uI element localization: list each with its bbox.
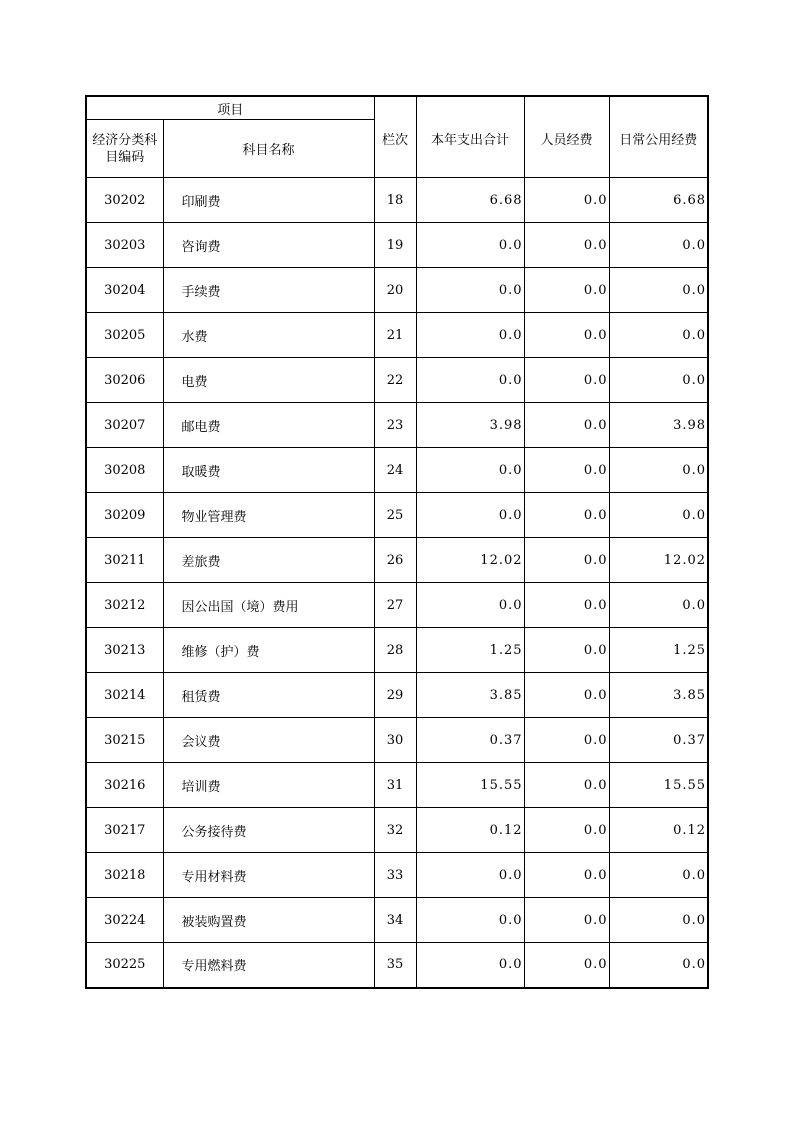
row-code: 30203: [86, 223, 163, 268]
row-total: 3.85: [416, 673, 524, 718]
row-code: 30211: [86, 538, 163, 583]
row-code: 30207: [86, 403, 163, 448]
table-row: [86, 268, 708, 313]
row-code: 30218: [86, 853, 163, 898]
row-subject-name: 因公出国（境）费用: [163, 583, 374, 628]
row-column-no: 25: [374, 493, 416, 538]
row-subject-name: 培训费: [163, 763, 374, 808]
row-column-no: 21: [374, 313, 416, 358]
row-subject-name: 水费: [163, 313, 374, 358]
row-personnel: 0.0: [524, 403, 609, 448]
row-personnel: 0.0: [524, 628, 609, 673]
row-total: 3.98: [416, 403, 524, 448]
row-code: 30212: [86, 583, 163, 628]
row-code: 30214: [86, 673, 163, 718]
row-column-no: 32: [374, 808, 416, 853]
row-subject-name: 专用燃料费: [163, 943, 374, 988]
row-public: 0.37: [609, 718, 708, 763]
row-column-no: 27: [374, 583, 416, 628]
row-total: 12.02: [416, 538, 524, 583]
row-column-no: 19: [374, 223, 416, 268]
table-row: [86, 583, 708, 628]
row-subject-name: 电费: [163, 358, 374, 403]
row-code: 30205: [86, 313, 163, 358]
row-public: 0.0: [609, 943, 708, 988]
table-row: [86, 223, 708, 268]
row-column-no: 34: [374, 898, 416, 943]
row-code: 30204: [86, 268, 163, 313]
row-total: 0.0: [416, 853, 524, 898]
row-subject-name: 手续费: [163, 268, 374, 313]
row-public: 12.02: [609, 538, 708, 583]
row-column-no: 22: [374, 358, 416, 403]
row-code: 30224: [86, 898, 163, 943]
row-subject-name: 咨询费: [163, 223, 374, 268]
row-subject-name: 公务接待费: [163, 808, 374, 853]
header-public: 日常公用经费: [609, 96, 708, 178]
table-row: [86, 313, 708, 358]
row-column-no: 20: [374, 268, 416, 313]
row-column-no: 35: [374, 943, 416, 988]
row-personnel: 0.0: [524, 493, 609, 538]
row-code: 30209: [86, 493, 163, 538]
row-column-no: 31: [374, 763, 416, 808]
header-item: 项目: [86, 96, 374, 120]
table-row: [86, 673, 708, 718]
table-row: [86, 538, 708, 583]
row-subject-name: 取暖费: [163, 448, 374, 493]
row-subject-name: 会议费: [163, 718, 374, 763]
row-personnel: 0.0: [524, 223, 609, 268]
row-public: 0.0: [609, 358, 708, 403]
row-subject-name: 维修（护）费: [163, 628, 374, 673]
header-column-no: 栏次: [374, 96, 416, 178]
header-personnel: 人员经费: [524, 96, 609, 178]
row-public: 15.55: [609, 763, 708, 808]
table-row: [86, 943, 708, 988]
row-personnel: 0.0: [524, 718, 609, 763]
row-total: 0.0: [416, 268, 524, 313]
row-subject-name: 邮电费: [163, 403, 374, 448]
row-subject-name: 差旅费: [163, 538, 374, 583]
row-column-no: 26: [374, 538, 416, 583]
row-public: 6.68: [609, 178, 708, 223]
table-row: [86, 898, 708, 943]
row-code: 30215: [86, 718, 163, 763]
row-public: 0.0: [609, 493, 708, 538]
row-code: 30202: [86, 178, 163, 223]
row-public: 0.0: [609, 223, 708, 268]
row-public: 0.12: [609, 808, 708, 853]
row-total: 0.0: [416, 943, 524, 988]
expense-table: [85, 95, 709, 989]
row-subject-name: 物业管理费: [163, 493, 374, 538]
row-personnel: 0.0: [524, 583, 609, 628]
row-column-no: 18: [374, 178, 416, 223]
row-subject-name: 被装购置费: [163, 898, 374, 943]
row-total: 0.0: [416, 313, 524, 358]
row-code: 30217: [86, 808, 163, 853]
row-total: 0.0: [416, 898, 524, 943]
row-total: 0.0: [416, 448, 524, 493]
header-total: 本年支出合计: [416, 96, 524, 178]
table-row: [86, 358, 708, 403]
row-total: 6.68: [416, 178, 524, 223]
row-code: 30213: [86, 628, 163, 673]
row-code: 30206: [86, 358, 163, 403]
row-public: 0.0: [609, 268, 708, 313]
row-public: 0.0: [609, 448, 708, 493]
table-header: [86, 96, 708, 178]
table-row: [86, 403, 708, 448]
table-row: [86, 853, 708, 898]
row-total: 0.12: [416, 808, 524, 853]
row-public: 3.98: [609, 403, 708, 448]
row-personnel: 0.0: [524, 538, 609, 583]
row-total: 15.55: [416, 763, 524, 808]
row-public: 0.0: [609, 583, 708, 628]
row-personnel: 0.0: [524, 178, 609, 223]
row-personnel: 0.0: [524, 358, 609, 403]
row-personnel: 0.0: [524, 448, 609, 493]
row-personnel: 0.0: [524, 943, 609, 988]
row-total: 0.0: [416, 493, 524, 538]
row-public: 0.0: [609, 853, 708, 898]
row-total: 1.25: [416, 628, 524, 673]
row-subject-name: 印刷费: [163, 178, 374, 223]
row-personnel: 0.0: [524, 763, 609, 808]
table-row: [86, 628, 708, 673]
table-row: [86, 763, 708, 808]
table-row: [86, 718, 708, 763]
row-public: 3.85: [609, 673, 708, 718]
row-column-no: 23: [374, 403, 416, 448]
header-subject-name: 科目名称: [163, 120, 374, 178]
row-column-no: 30: [374, 718, 416, 763]
row-subject-name: 租赁费: [163, 673, 374, 718]
row-code: 30208: [86, 448, 163, 493]
row-total: 0.37: [416, 718, 524, 763]
row-public: 0.0: [609, 898, 708, 943]
row-column-no: 29: [374, 673, 416, 718]
row-personnel: 0.0: [524, 898, 609, 943]
row-column-no: 24: [374, 448, 416, 493]
table-row: [86, 178, 708, 223]
row-personnel: 0.0: [524, 313, 609, 358]
row-total: 0.0: [416, 358, 524, 403]
table-row: [86, 808, 708, 853]
row-code: 30225: [86, 943, 163, 988]
table-body: [86, 178, 708, 988]
row-personnel: 0.0: [524, 673, 609, 718]
row-personnel: 0.0: [524, 853, 609, 898]
row-public: 1.25: [609, 628, 708, 673]
row-personnel: 0.0: [524, 808, 609, 853]
row-column-no: 28: [374, 628, 416, 673]
row-subject-name: 专用材料费: [163, 853, 374, 898]
table-row: [86, 493, 708, 538]
row-personnel: 0.0: [524, 268, 609, 313]
row-public: 0.0: [609, 313, 708, 358]
header-econ-code: 经济分类科目编码: [86, 120, 163, 178]
row-column-no: 33: [374, 853, 416, 898]
table-row: [86, 448, 708, 493]
row-code: 30216: [86, 763, 163, 808]
row-total: 0.0: [416, 223, 524, 268]
row-total: 0.0: [416, 583, 524, 628]
